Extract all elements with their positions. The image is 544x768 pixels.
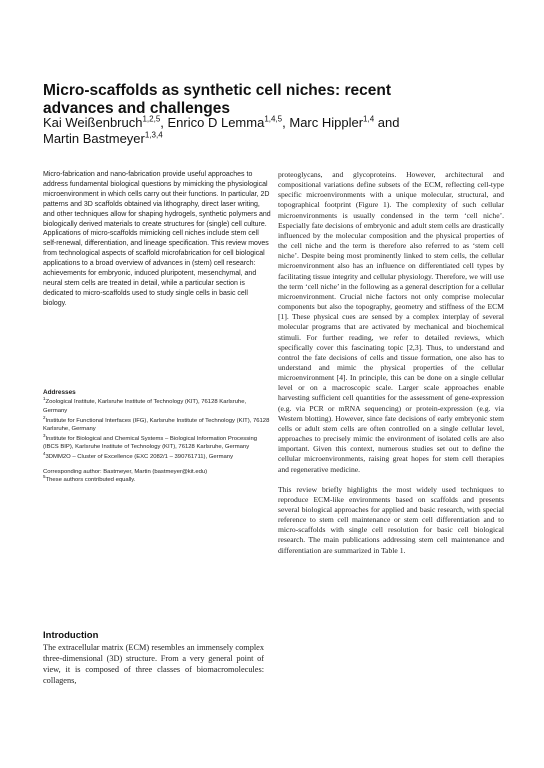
body-paragraph: This review briefly highlights the most widely used techniques to reproduce ECM-like environments based on scaffolds and presents several biological approaches for applied and basic research, with special reference to stem cell maintenance or stem cell differentiation and to micro-scaffolds with single cell resolution for basic cell biological research. The main publications addressing stem cell maintenance and differentiation are summarized in Table 1.	[278, 484, 504, 555]
address-item: $^1$Zoological Institute, Karlsruhe Institute of Technology (KIT), 76128 Karlsruhe, Germany	[43, 396, 247, 414]
body-paragraph: proteoglycans, and glycoproteins. However, architectural and compositional variations define subsets of the ECM, reflecting cell-type specific microenvironments with a unique molecular, structural, and topographical footprint (Figure 1). The complexity of such cellular microenvironments is usually condensed in the term ‘cell niche’. Especially fate decisions of embryonic and adult stem cells are drastically influenced by the molecular composition and the physical properties of the cell niche and the term is therefore also referred to as ‘stem cell niche’. Despite being most prominently linked to stem cells, the cellular microenvironment also has an influence on differentiated cell types by facilitating tissue integrity and cellular physiology. Therefore, we will use the term ‘cell niche’ in the following as a general description for a cellular microenvironment. Crucial niche factors not only comprise molecular components but also the topography, geometry and stiffness of the ECM [1]. These physical cues are sensed by a complex interplay of several molecular programs that are activated by mechanical and biochemical stimuli. For further reading, we refer to detailed reviews, which specifically cover this fascinating topic [2,3]. Thus, to understand and control the fate decisions of cells and tissue formation, one also has to understand and mimic the physical properties of the cellular microenvironment [4]. In principle, this can be done on a single cellular level or on a macroscopic scale. Larger scale approaches enable harvesting sufficient cell quantities for the assessment of gene-expression (e.g. via PCR or mRNA sequencing) or protein-expression (e.g. via Western blotting). However, since fate decisions of early embryonic stem cells or adult stem cells are often controlled on a single cellular level, approaches to precisely mimic the environment of isolated cells are also important. Given this context, numerous studies set out to define the cellular microenvironments, raising great hopes for stem cell therapies and regenerative medicine.	[278, 170, 504, 474]
author: Marc Hippler$^{1,4}$ and	[289, 114, 400, 130]
body-column-right	[278, 170, 504, 556]
equal-contribution-note: $^5$These authors contributed equally.	[43, 474, 136, 484]
author: Martin Bastmeyer$^{1,3,4}$	[43, 130, 163, 146]
corresponding-author: Corresponding author: Bastmeyer, Martin (bastmeyer@kit.edu)	[43, 468, 208, 475]
article-title: Micro-scaffolds as synthetic cell niches: recent advances and challenges	[43, 82, 392, 117]
author-list	[43, 115, 483, 147]
addresses-heading: Addresses	[43, 389, 76, 396]
address-item: $^4$3DMM2O – Cluster of Excellence (EXC 2082/1 – 390761711), Germany	[43, 451, 234, 461]
author: Kai Weißenbruch$^{1,2,5}$,	[43, 114, 168, 130]
author: Enrico D Lemma$^{1,4,5}$,	[167, 114, 290, 130]
address-item: $^2$Institute for Functional Interfaces (IFG), Karlsruhe Institute of Technology (KIT), 76128 Karlsruhe, Germany	[43, 414, 270, 433]
addresses-block	[43, 389, 271, 485]
abstract-text: Micro-fabrication and nano-fabrication provide useful approaches to address fundamental biological questions by mimicking the physiological microenvironment in which cells carry out their functions. In particular, 2D patterns and 3D scaffolds obtained via lithography, direct laser writing, and other techniques allow for shaping hydrogels, synthetic polymers and biologically derived materials to create structures for (single) cell culture. Applications of micro-scaffolds mimicking cell niches include stem cell self-renewal, differentiation, and lineage specification. This review moves from technological aspects of scaffold microfabrication for cell biological applications to a broad overview of advances in (stem) cell research: achievements for embryonic, induced pluripotent, mesenchymal, and neural stem cells are treated in detail, while a particular section is dedicated to micro-scaffolds used to study single cells in basic cell biology.	[43, 171, 271, 307]
introduction-text: The extracellular matrix (ECM) resembles an immensely complex three-dimensional (3D) structure. From a very general point of view, it is composed of three classes of biomacromolecules: collagens,	[43, 643, 264, 685]
introduction-heading: Introduction	[43, 630, 99, 641]
address-item: $^3$Institute for Biological and Chemical Systems – Biological Information Processing (IBCS BIP), Karlsruhe Institute of Technology (KIT), 76128 Karlsruhe, Germany	[43, 433, 258, 451]
